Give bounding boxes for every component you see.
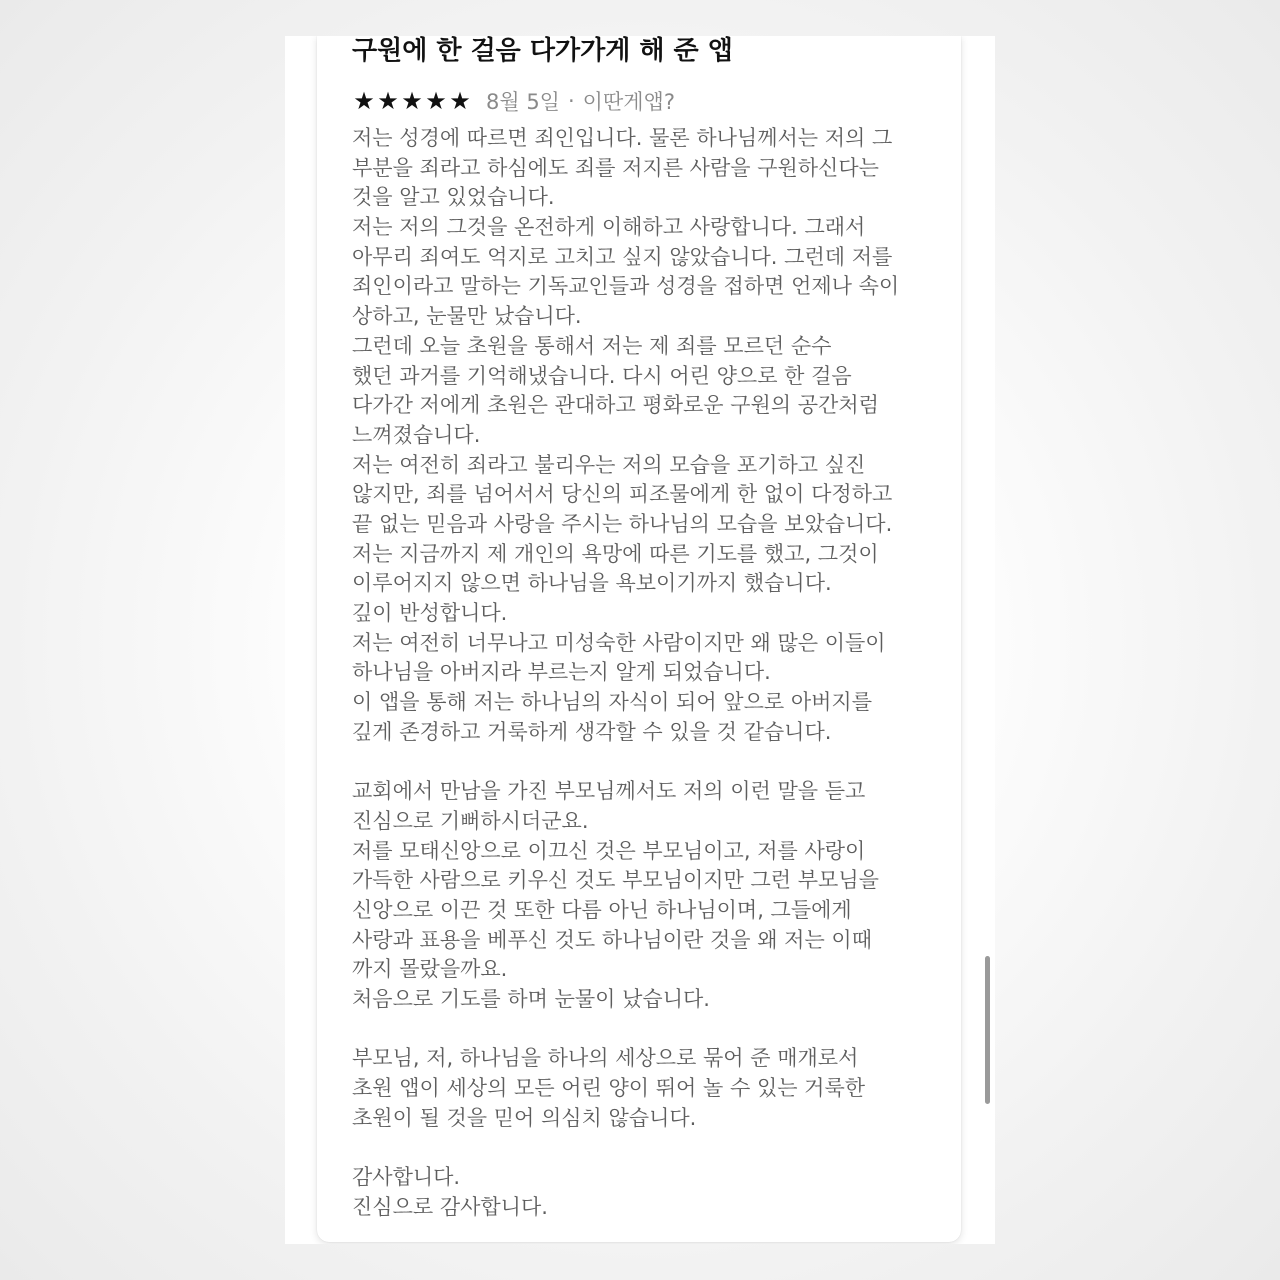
review-line: 아무리 죄여도 억지로 고치고 싶지 않았습니다. 그런데 저를 <box>352 244 893 269</box>
review-line: 저는 성경에 따르면 죄인입니다. 물론 하나님께서는 저의 그 <box>352 126 893 150</box>
star-icon: ★ <box>401 87 423 115</box>
review-line: 초원 앱이 세상의 모든 어린 양이 뛰어 놀 수 있는 거룩한 <box>352 1076 866 1100</box>
review-line: 신앙으로 이끈 것 또한 다름 아닌 하나님이며, 그들에게 <box>352 897 852 922</box>
review-line: 했던 과거를 기억해냈습니다. 다시 어린 양으로 한 걸음 <box>352 363 852 388</box>
review-line: 끝 없는 믿음과 사랑을 주시는 하나님의 모습을 보았습니다. <box>352 511 893 536</box>
review-line: 깊이 반성합니다. <box>352 601 508 625</box>
star-icon: ★ <box>425 87 447 115</box>
review-line: 이 앱을 통해 저는 하나님의 자식이 되어 앞으로 아버지를 <box>352 690 872 715</box>
review-title: 구원에 한 걸음 다가가게 해 준 앱 <box>352 36 733 66</box>
review-line: 상하고, 눈물만 났습니다. <box>352 304 582 329</box>
meta-separator: · <box>567 89 575 113</box>
review-line: 가득한 사람으로 키우신 것도 부모님이지만 그런 부모님을 <box>352 868 879 893</box>
review-line <box>352 747 942 777</box>
review-line: 저는 여전히 죄라고 불리우는 저의 모습을 포기하고 싶진 <box>352 452 866 477</box>
review-line: 저는 여전히 너무나고 미성숙한 사람이지만 왜 많은 이들이 <box>352 630 886 655</box>
review-line: 않지만, 죄를 넘어서서 당신의 피조물에게 한 없이 다정하고 <box>352 482 893 507</box>
review-line: 이루어지지 않으면 하나님을 욕보이기까지 했습니다. <box>352 571 832 596</box>
review-line: 다가간 저에게 초원은 관대하고 평화로운 구원의 공간처럼 <box>352 393 879 418</box>
review-line: 저는 저의 그것을 온전하게 이해하고 사랑합니다. 그래서 <box>352 215 866 240</box>
star-icon: ★ <box>353 87 375 115</box>
review-line: 진심으로 감사합니다. <box>352 1194 548 1219</box>
review-meta <box>352 86 675 116</box>
star-icon: ★ <box>377 87 399 115</box>
review-line: 부모님, 저, 하나님을 하나의 세상으로 묶어 준 매개로서 <box>352 1046 859 1071</box>
star-rating <box>352 87 472 115</box>
app-screen <box>285 36 995 1244</box>
review-line: 부분을 죄라고 하심에도 죄를 저지른 사람을 구원하신다는 <box>352 155 879 180</box>
review-line: 처음으로 기도를 하며 눈물이 났습니다. <box>352 986 710 1011</box>
review-line: 저는 지금까지 제 개인의 욕망에 따른 기도를 했고, 그것이 <box>352 541 879 566</box>
review-body <box>352 124 942 1222</box>
review-card <box>317 36 961 1242</box>
review-line: 까지 몰랐을까요. <box>352 957 508 982</box>
review-line: 죄인이라고 말하는 기독교인들과 성경을 접하면 언제나 속이 <box>352 274 900 299</box>
star-icon: ★ <box>449 87 471 115</box>
review-line: 깊게 존경하고 거룩하게 생각할 수 있을 것 같습니다. <box>352 719 832 744</box>
review-line: 것을 알고 있었습니다. <box>352 185 555 210</box>
review-line: 감사합니다. <box>352 1165 461 1190</box>
review-author: 이딴게앱? <box>582 90 675 114</box>
review-line: 그런데 오늘 초원을 통해서 저는 제 죄를 모르던 순수 <box>352 333 832 358</box>
review-date: 8월 5일 <box>486 90 560 114</box>
review-line: 진심으로 기뻐하시더군요. <box>352 808 589 833</box>
review-line <box>352 1133 942 1163</box>
review-line: 하나님을 아버지라 부르는지 알게 되었습니다. <box>352 660 771 685</box>
review-line <box>352 1015 942 1045</box>
scrollbar[interactable] <box>985 956 990 1104</box>
review-line: 느껴졌습니다. <box>352 422 481 447</box>
review-line: 저를 모태신앙으로 이끄신 것은 부모님이고, 저를 사랑이 <box>352 838 866 863</box>
review-line: 사랑과 표용을 베푸신 것도 하나님이란 것을 왜 저는 이때 <box>352 927 872 952</box>
review-line: 초원이 될 것을 믿어 의심치 않습니다. <box>352 1105 697 1130</box>
review-line: 교회에서 만남을 가진 부모님께서도 저의 이런 말을 듣고 <box>352 779 866 804</box>
